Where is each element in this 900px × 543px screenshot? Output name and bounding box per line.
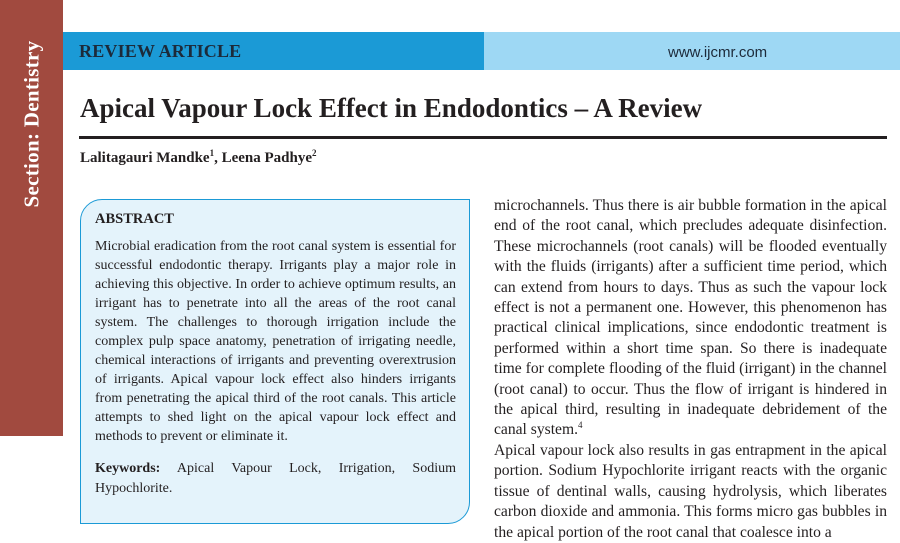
citation-ref[interactable]: 4 xyxy=(578,420,583,431)
body-paragraph-text: microchannels. Thus there is air bubble formation in the apical end of the root canal, which precludes adequate disinfection. These microchannels (root canals) will be flooded eventually with the fluids (irrigants) after a sufficient time period, which can extend from hours to days. Thus as such the vapour lock effect is not a permanent one. However, this phenomenon has practical clinical implications, since endodontic treatment is performed within a short time span. So there is inadequate time for complete flooding of the fluid (irrigant) in the channel (root canal) to occur. Thus the flow of irrigant is hindered in the apical third, resulting in inadequate debridement of the canal system. xyxy=(494,197,887,439)
author-affiliation: 1 xyxy=(209,148,215,158)
abstract-text: Microbial eradication from the root canal system is essential for successful endodontic therapy. Irrigants play a major role in achieving this objective. In order to achieve optimum results, an irrigant has to penetrate into all the areas of the root canal system. The challenges to thorough irrigation include the complex pulp space anatomy, penetration of irrigating needle, chemical interactions of irrigants and preventing overextrusion of irrigants. Apical vapour lock effect also hinders irrigants from penetrating the apical third of the root canals. This article attempts to shed light on the apical vapour lock effect and methods to prevent or eliminate it. xyxy=(95,239,456,444)
section-label: Section: Dentistry xyxy=(19,40,44,208)
website-link[interactable]: www.ijcmr.com xyxy=(668,44,768,61)
article-type-label: REVIEW ARTICLE xyxy=(79,41,242,61)
body-column xyxy=(494,196,887,543)
keywords-text: Apical Vapour Lock, Irrigation, Sodium Hypochlorite. xyxy=(95,461,456,496)
keywords xyxy=(95,459,456,499)
author-name: Leena Padhye xyxy=(221,150,313,166)
author-list: Lalitagauri Mandke$^1$, Leena Padhye$^2$ xyxy=(80,148,317,166)
body-paragraph xyxy=(494,196,887,441)
body-paragraph: Apical vapour lock also results in gas entrapment in the apical portion. Sodium Hypochlorite irrigant reacts with the organic tissue of dentinal walls, causing hydrolysis, which liberates carbon dioxide and ammonia. This forms micro gas bubbles in the apical portion of the root canal that coalesce into a xyxy=(494,441,887,541)
title-divider xyxy=(79,136,887,139)
author-affiliation: 2 xyxy=(312,148,317,158)
article-title: Apical Vapour Lock Effect in Endodontics – A Review xyxy=(80,93,703,123)
abstract-heading: ABSTRACT xyxy=(95,211,174,227)
keywords-label: Keywords: xyxy=(95,461,161,476)
author-name: Lalitagauri Mandke xyxy=(80,150,210,166)
